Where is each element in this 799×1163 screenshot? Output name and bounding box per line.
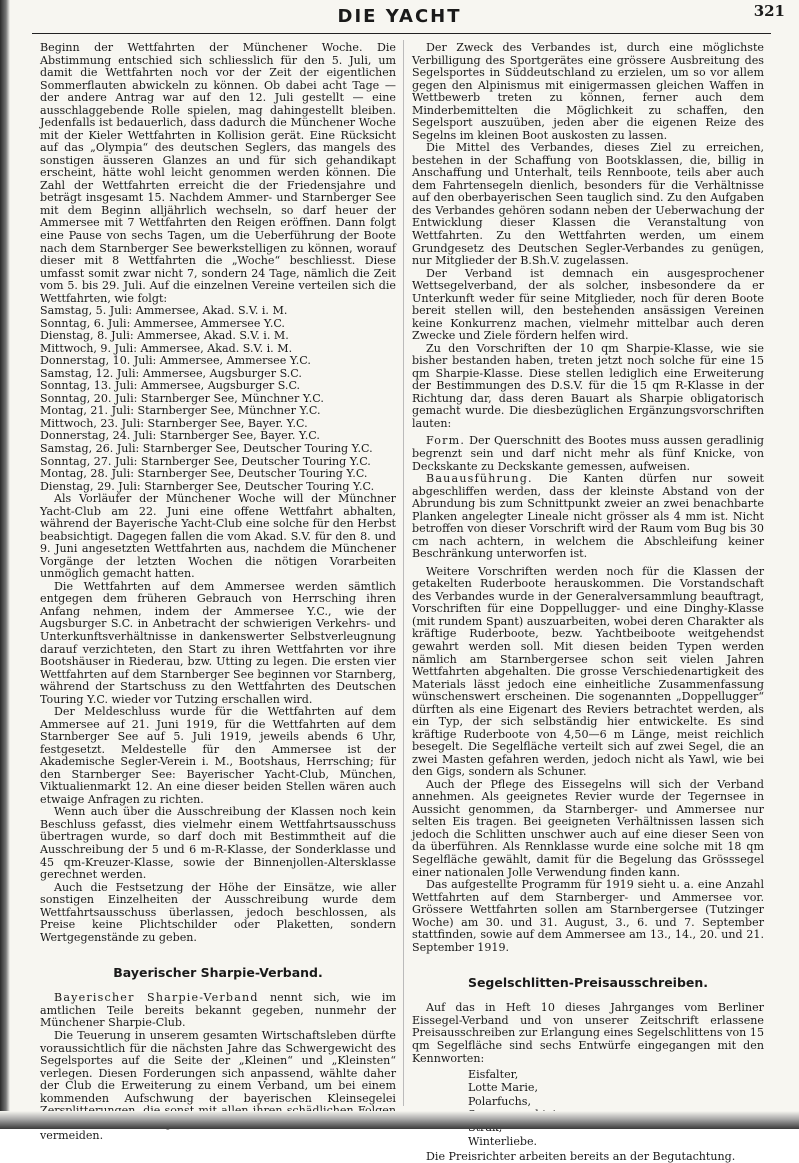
schedule-row: Sonntag, 13. Juli: Ammersee, Augsburger S.C. — [40, 379, 301, 393]
article-paragraph: Die Teuerung in unserem gesamten Wirtschaftsleben dürfte voraussichtlich für die nächsten Jahre das Schwergewicht des Segelsportes auf die Seite der „Kleinen“ und „Kleinsten“ verlegen. Diesen Forderungen sich anpassend, wählte daher der Club die Erweiterung zu einem Verband, um bei einem kommenden Aufschwung der bayerischen Kleinsegelei vermeiden. — [40, 1028, 396, 1143]
lead-text: nennt sich, wie im amtlichen Teile bereits bekannt gegeben, nunmehr der Münchener Sharpie-Club. — [40, 991, 397, 1030]
schedule-row: Dienstag, 8. Juli: Ammersee, Akad. S.V. i. M. — [40, 329, 289, 343]
schedule-row: Samstag, 5. Juli: Ammersee, Akad. S.V. i. M. — [40, 304, 288, 318]
article-paragraph: Der Verband ist demnach ein ausgesprochener Wettsegelverband, der als solcher, insbesondere da er Unterkunft weder für seine Mitglieder, noch für deren Boote bereit stellen will, den bestehenden ansässigen Vereinen keine Konkurrenz machen, vielmehr mittelbar auch deren Zwecke und Ziele fördern helfen wird. — [412, 266, 764, 343]
rule-construction-text: Die Kanten dürfen nur soweit abgeschliffen werden, dass der kleinste Abstand von der Abrundung bis zum Schnittpunkt zweier an zwei benachbarte Planken angelegter Lineale nicht grösser als 4 mm ist. Nicht betroffen von dieser Vorschrift wird der Raum vom Bug bis 30 cm nach achtern, in welchem die Abschleifung keiner Beschränkung unterworfen ist. — [412, 472, 764, 561]
schedule-row: Samstag, 12. Juli: Ammersee, Augsburger S.C. — [40, 366, 302, 380]
article-paragraph: Weitere Vorschriften werden noch für die Klassen der getakelten Ruderboote herauskommen. Die Vorstandschaft des Verbandes wurde in der Generalversammlung beauftragt, Vorschriften für eine Doppellugger- und eine Dinghy-Klasse (mit rundem Spant) auszuarbeiten, wobei deren Charakter als kräftige Ruderboote, bezw. Yachtbeiboote weitgehendst gewahrt werden soll. Mit diesen beiden Typen werden nämlich am Starnbergersee schon seit vielen Jahren Wettfahrten abgehalten. Die grosse Verschiedenartigkeit des Materials lässt jedoch eine einheitliche Zusammenfassung wünschenswert erscheinen. Die sogenannten „Doppellugger“ dürften als eine Eigenart des Reviers betrachtet werden, als ein Typ, der sich selbständig hier entwickelte. Es sind kräftige Ruderboote von 4,50—6 m Länge, meist reichlich besegelt. Die Segelfläche verteilt sich auf zwei Segel, die an zwei Masten gefahren werden, jedoch nicht als Yawl, wie bei den Gigs, sondern als Schuner. — [412, 564, 764, 779]
article-paragraph: Der Zweck des Verbandes ist, durch eine möglichste Verbilligung des Sportgerätes eine grössere Ausbreitung des Segelsportes in Süddeutschland zu erzielen, um so vor allem gegen den Alpinismus mit einigermassen gleichen Waffen in Wettbewerb treten zu können, ferner auch dem Minderbemittelten die Möglichkeit zu schaffen, den Segelsport auszuüben, jeden aber die eigenen Reize des Segelns im kleinen Boot auskosten zu lassen. — [412, 41, 764, 142]
schedule-row: Donnerstag, 24. Juli: Starnberger See, Bayer. Y.C. — [40, 429, 320, 443]
article-paragraph: Beginn der Wettfahrten der Münchener Woche. Die Abstimmung entschied sich schliesslich für den 5. Juli, um damit die Wettfahrten noch vor der Zeit der eigentlichen Sommerflauten abwickeln zu können. Ob dabei acht Tage — der andere Antrag war auf den 12. Juli gestellt — eine ausschlaggebende Rolle spielen, mag dahingestellt bleiben. Jedenfalls ist bedauerlich, dass dadurch die Münchener Woche mit der Kieler Wettfahrten in Kollision gerät. Eine Rücksicht auf das „Olympia“ des deutschen Seglers, das mangels des sonstigen äusseren Glanzes an und für sich gehandikapt erscheint, hätte wohl leicht genommen werden können. Die Zahl der Wettfahrten erreicht die der Friedensjahre und beträgt insgesamt 15. Nachdem Ammer- und Starnberger See mit dem Beginn alljährlich wechseln, so darf heuer der Ammersee mit 7 Wettfahrten den Reigen eröffnen. Dann folgt eine Pause von sechs Tagen, um die Ueberführung der Boote nach dem Starnberger See bewerkstelligen zu können, worauf dieser mit 8 Wettfahrten die „Woche“ beschliesst. Diese umfasst somit zwar nicht 7, sondern 24 Tage, nämlich die Zeit vom 5. bis 29. Juli. Auf die einzelnen Vereine verteilen sich die Wettfahrten, wie folgt: — [40, 41, 396, 305]
article-paragraph: Auch die Festsetzung der Höhe der Einsätze, wie aller sonstigen Einzelheiten der Ausschreibung wurde dem Wettfahrtsausschuss überlassen, jedoch beschlossen, als Preise keine Plichtschilder oder Plaketten, sondern Wertgegenstände zu geben. — [40, 880, 396, 944]
rule-construction-label: Bauausführung. — [426, 472, 533, 486]
article-paragraph: Die Preisrichter arbeiten bereits an der Begutachtung. — [426, 1149, 736, 1163]
article-paragraph: Auch der Pflege des Eissegelns will sich der Verband annehmen. Als geeignetes Revier wurde der Tegernsee in Aussicht genommen, da Starnberger- und Ammersee nur selten Eis tragen. Bei geeigneten Verhältnissen lassen sich jedoch die Schlitten unschwer auch auf eine dieser Seen von da überführen. Als Rennklasse wurde eine solche mit 18 qm Segelfläche gewählt, damit für die Begelung das Grösssegel einer nationalen Jolle Verwendung finden kann. — [412, 777, 764, 879]
article-paragraph: Auf das in Heft 10 dieses Jahrganges vom Berliner Eissegel-Verband und von unserer Zeitschrift erlassene Preisausschreiben zur Erlangung eines Segelschlittens von 15 qm Segelfläche sind sechs Entwürfe eingegangen mit den Kennworten: — [412, 1001, 764, 1065]
article-paragraph: Zu den Vorschriften der 10 qm Sharpie-Klasse, wie sie bisher bestanden haben, treten jetzt noch solche für eine 15 qm Sharpie-Klasse. Diese stellen lediglich eine Erweiterung der Bestimmungen des D.S.V. für die 15 qm R-Klasse in der Richtung dar, dass deren Bauart als Sharpie obligatorisch gemacht wurde. Die diesbezüglichen Ergänzungsvorschriften lauten: — [412, 341, 764, 430]
schedule-row: Montag, 28. Juli: Starnberger See, Deutscher Touring Y.C. — [40, 467, 368, 481]
entry-name: Lotte Marie, — [468, 1081, 538, 1095]
rule-form — [412, 435, 764, 473]
spaced-lead: Bayerischer Sharpie-Verband — [54, 991, 259, 1005]
section-heading: Segelschlitten-Preisausschreiben. — [467, 975, 709, 991]
article-paragraph: Das aufgestellte Programm für 1919 sieht u. a. eine Anzahl Wettfahrten auf dem Starnberger- und Ammersee vor. Grössere Wettfahrten sollen am Starnbergersee (Tutzinger Woche) am 30. und 31. August, 3., 6. und 7. September stattfinden, sowie auf dem Ammersee am 13., 14., 20. und 21. September 1919. — [412, 878, 764, 954]
article-paragraph: Die Wettfahrten auf dem Ammersee werden sämtlich entgegen dem früheren Gebrauch von Herrsching ihren Anfang nehmen, indem der Ammersee Y.C., wie der Augsburger S.C. in Anbetracht der schwierigen Verkehrs- und Unterkunftsverhältnisse in dankenswerter Selbstverleugnung darauf verzichteten, den Start zu ihren Wettfahrten vor ihre Bootshäuser in Riederau, bzw. Utting zu legen. Die ersten vier Wettfahrten auf dem Starnberger See beginnen vor Starnberg, während der Startschuss zu den Wettfahrten des Deutschen Touring Y.C. wieder vor Tutzing erschallen wird. — [40, 579, 396, 706]
right-column — [412, 42, 764, 1163]
article-paragraph: Als Vorläufer der Münchener Woche will der Münchner Yacht-Club am 22. Juni eine offene Wettfahrt abhalten, während der Bayerische Yacht-Club eine solche für den Herbst beabsichtigt. Dagegen fallen die vom Akad. S.V. für den 8. und 9. Juni angesetzten Wettfahrten aus, nachdem die Münchener Vorgänge der letzten Wochen die nötigen Vorarbeiten unmöglich gemacht hatten. — [40, 492, 396, 581]
rule-construction — [412, 473, 764, 561]
article-paragraph: Der Meldeschluss wurde für die Wettfahrten auf dem Ammersee auf 21. Juni 1919, für die Wettfahrten auf dem Starnberger See auf 5. Juli 1919, jeweils abends 6 Uhr, festgesetzt. Meldestelle für den Ammersee ist der Akademische Segler-Verein i. M., Bootshaus, Herrsching; für den Starnberger See: Bayerischer Yacht-Club, München, Viktualienmarkt 12. An eine dieser beiden Stellen wären auch etwaige Anfragen zu richten. — [40, 705, 396, 806]
running-head: DIE YACHT — [337, 6, 462, 27]
article-paragraph: Wenn auch über die Ausschreibung der Klassen noch kein Beschluss gefasst, dies vielmehr einem Wettfahrtsausschuss übertragen wurde, so darf doch mit Bestimmtheit auf die Ausschreibung der 5 und 6 m-R-Klasse, der Sonderklasse und 45 qm-Kreuzer-Klasse, sowie der Binnenjollen-Altersklasse gerechnet werden. — [40, 805, 396, 882]
entry-name: Winterliebe. — [468, 1134, 538, 1148]
column-divider — [403, 40, 404, 1106]
race-schedule — [40, 305, 396, 493]
section-lead-paragraph — [40, 992, 396, 1030]
header-rule — [32, 33, 771, 34]
article-paragraph: Die Mittel des Verbandes, dieses Ziel zu erreichen, bestehen in der Schaffung von Bootsklassen, die, billig in Anschaffung und Unterhalt, teils Rennboote, teils aber auch dem Fahrtensegeln dienlich, besonders für die Verhältnisse auf den oberbayerischen Seen tauglich sind. Zu den Aufgaben des Verbandes gehören sodann neben der Ueberwachung der Entwicklung dieser Klassen die Veranstaltung von Wettfahrten. Zu den Wettfahrten werden, um einem Grundgesetz des Deutschen Segler-Verbandes zu genügen, nur Mitglieder der B.Sh.V. zugelassen. — [412, 141, 764, 268]
schedule-row: Dienstag, 29. Juli: Starnberger See, Deutscher Touring Y.C. — [40, 479, 375, 493]
rule-form-text: Der Querschnitt des Bootes muss aussen geradlinig begrenzt sein und darf nicht mehr als fünf Knicke, von Deckskante zu Deckskante gemessen, aufweisen. — [412, 434, 764, 473]
page-bottom-shadow — [0, 1111, 799, 1129]
schedule-row: Donnerstag, 10. Juli: Ammersee, Ammersee Y.C. — [40, 354, 311, 368]
rule-form-label: Form. — [426, 434, 466, 448]
left-column — [40, 42, 396, 1143]
entry-names-list — [468, 1068, 764, 1148]
schedule-row: Sonntag, 27. Juli: Starnberger See, Deutscher Touring Y.C. — [40, 454, 371, 468]
section-heading: Bayerischer Sharpie-Verband. — [113, 965, 323, 981]
page-number: 321 — [753, 2, 785, 20]
schedule-row: Sonntag, 6. Juli: Ammersee, Ammersee Y.C. — [40, 316, 285, 330]
schedule-row: Montag, 21. Juli: Starnberger See, Münchner Y.C. — [40, 404, 321, 418]
schedule-row: Mittwoch, 9. Juli: Ammersee, Akad. S.V. i. M. — [40, 341, 293, 355]
entry-name: Eisfalter, — [468, 1068, 519, 1082]
schedule-row: Sonntag, 20. Juli: Starnberger See, Münchner Y.C. — [40, 391, 324, 405]
schedule-row: Samstag, 26. Juli: Starnberger See, Deutscher Touring Y.C. — [40, 442, 373, 455]
page-binding-shadow — [0, 0, 10, 1129]
entry-name: Polarfuchs, — [468, 1094, 531, 1108]
schedule-row: Mittwoch, 23. Juli: Starnberger See, Bayer. Y.C. — [40, 416, 308, 430]
